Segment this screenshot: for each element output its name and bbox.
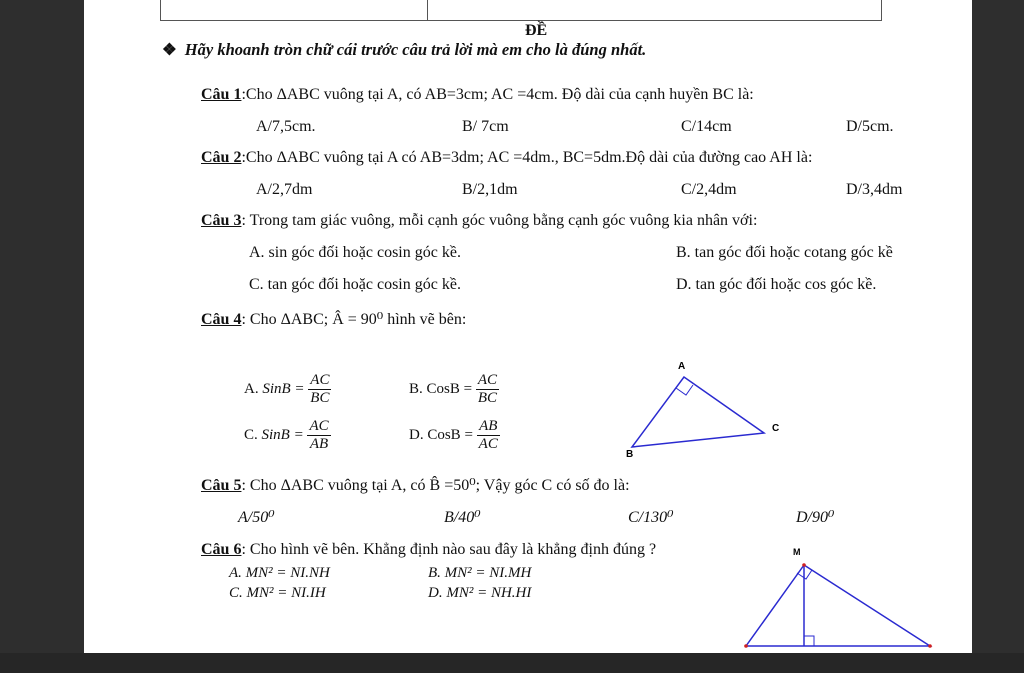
viewer-right-margin bbox=[972, 0, 1024, 653]
q1-option-a: A/7,5cm. bbox=[256, 118, 316, 135]
fraction: $\frac{AC}{BC}$ bbox=[477, 372, 497, 406]
question-label: Câu 2 bbox=[201, 149, 242, 166]
point-m bbox=[802, 563, 806, 567]
point-n bbox=[744, 644, 748, 648]
q1-option-b: B/ 7cm bbox=[462, 118, 509, 135]
question-5: Câu 5: Cho ΔABC vuông tại A, có B̂ =50⁰; Vậy góc C có số đo là: bbox=[201, 477, 630, 494]
q5-option-d: D/90⁰ bbox=[796, 509, 835, 526]
q3-option-a: A. sin góc đối hoặc cosin góc kề. bbox=[249, 244, 461, 261]
question-1: Câu 1:Cho ΔABC vuông tại A, có AB=3cm; AC =4cm. Độ dài của cạnh huyền BC là: bbox=[201, 86, 754, 103]
document-page bbox=[84, 0, 972, 653]
header-table bbox=[160, 0, 882, 21]
q5-option-a: A/50⁰ bbox=[238, 509, 275, 526]
fraction: $\frac{AC}{BC}$ bbox=[310, 372, 330, 406]
q1-option-d: D/5cm. bbox=[846, 118, 894, 135]
triangle-abc bbox=[632, 377, 764, 447]
question-3: Câu 3: Trong tam giác vuông, mỗi cạnh góc vuông bằng cạnh góc vuông kia nhân với: bbox=[201, 212, 758, 229]
q2-option-b: B/2,1dm bbox=[462, 181, 518, 198]
q4-option-c: C. SinB = $\frac{AC}{AB}$ bbox=[244, 418, 329, 452]
right-angle-mark bbox=[676, 385, 693, 395]
question-label: Câu 3 bbox=[201, 212, 242, 229]
q4-option-d: D. CosB = $\frac{AB}{AC}$ bbox=[409, 418, 498, 452]
q6-option-b: B. MN² = NI.MH bbox=[428, 565, 532, 581]
q3-option-b: B. tan góc đối hoặc cotang góc kề bbox=[676, 244, 893, 261]
q6-option-d: D. MN² = NH.HI bbox=[428, 585, 532, 601]
question-label: Câu 4 bbox=[201, 311, 242, 328]
q3-option-c: C. tan góc đối hoặc cosin góc kề. bbox=[249, 276, 461, 293]
question-label: Câu 6 bbox=[201, 541, 242, 558]
question-label: Câu 5 bbox=[201, 477, 242, 494]
vertex-label-c: C bbox=[772, 423, 780, 434]
question-2: Câu 2:Cho ΔABC vuông tại A có AB=3dm; AC =4dm., BC=5dm.Độ dài của đường cao AH là: bbox=[201, 149, 813, 166]
triangle-mnh bbox=[746, 565, 930, 646]
q6-option-a: A. MN² = NI.NH bbox=[229, 565, 330, 581]
vertex-label-m: M bbox=[793, 547, 801, 557]
triangle-mnh-figure bbox=[734, 540, 944, 653]
q1-option-c: C/14cm bbox=[681, 118, 732, 135]
q6-option-c: C. MN² = NI.IH bbox=[229, 585, 326, 601]
q5-option-c: C/130⁰ bbox=[628, 509, 674, 526]
fraction: $\frac{AC}{AB}$ bbox=[309, 418, 329, 452]
triangle-abc-figure bbox=[614, 355, 784, 465]
bullet-icon: ❖ bbox=[162, 40, 177, 59]
q2-option-c: C/2,4dm bbox=[681, 181, 737, 198]
fraction: $\frac{AB}{AC}$ bbox=[478, 418, 498, 452]
viewer-bottom-bar bbox=[0, 653, 1024, 673]
vertex-label-b: B bbox=[626, 449, 634, 460]
q3-option-d: D. tan góc đối hoặc cos góc kề. bbox=[676, 276, 877, 293]
q2-option-a: A/2,7dm bbox=[256, 181, 313, 198]
viewer-left-margin bbox=[0, 0, 84, 653]
question-6: Câu 6: Cho hình vẽ bên. Khẳng định nào sau đây là khẳng định đúng ? bbox=[201, 541, 657, 558]
vertex-label-a: A bbox=[678, 361, 686, 372]
q4-option-a: A. SinB = $\frac{AC}{BC}$ bbox=[244, 372, 330, 406]
instruction: ❖ Hãy khoanh tròn chữ cái trước câu trả lời mà em cho là đúng nhất. bbox=[162, 40, 647, 59]
q4-option-b: B. CosB = $\frac{AC}{BC}$ bbox=[409, 372, 497, 406]
question-4: Câu 4: Cho ΔABC; Â = 90⁰ hình vẽ bên: bbox=[201, 311, 467, 328]
q5-option-b: B/40⁰ bbox=[444, 509, 481, 526]
question-label: Câu 1 bbox=[201, 86, 242, 103]
page-title: ĐỀ bbox=[525, 22, 548, 39]
q2-option-d: D/3,4dm bbox=[846, 181, 903, 198]
right-angle-mark-h bbox=[804, 636, 814, 646]
point-i bbox=[928, 644, 932, 648]
